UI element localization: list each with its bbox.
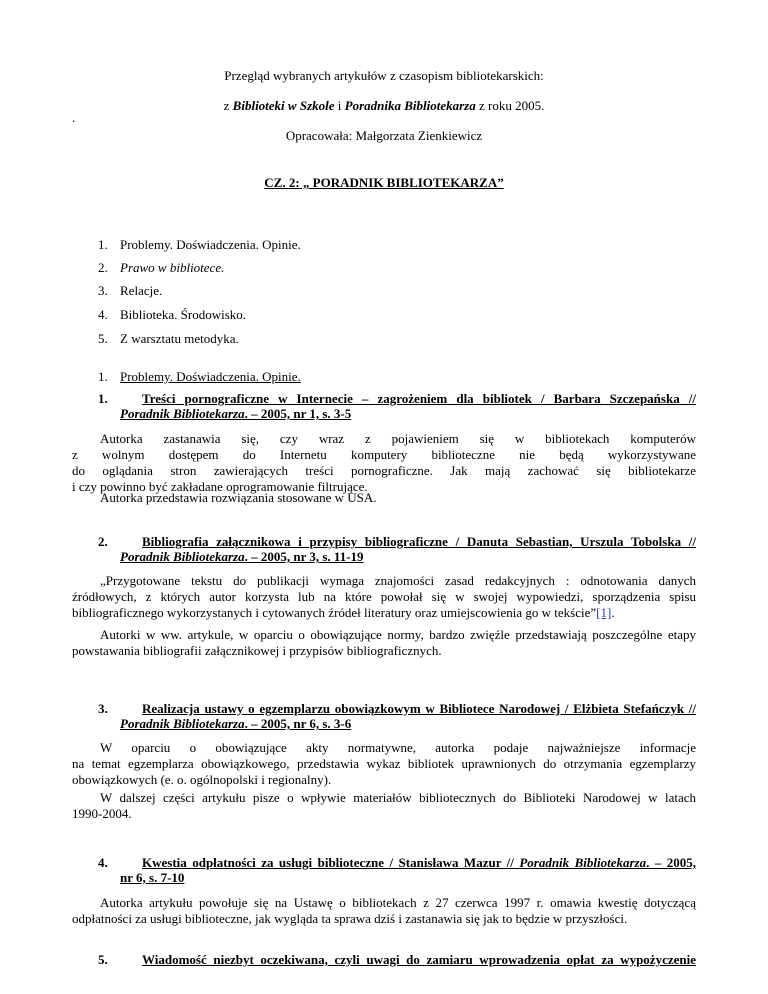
article-num: 1. xyxy=(98,391,108,406)
part-title: CZ. 2: „ PORADNIK BIBLIOTEKARZA” xyxy=(264,175,504,190)
magazine-title: Poradnik Bibliotekarza xyxy=(120,549,245,564)
article-num: 2. xyxy=(98,534,108,549)
article-source xyxy=(120,406,351,422)
abstract-line: do oglądania stron zawierających treści pornograficzne. Jak mają zachować się bibliotekarze xyxy=(72,463,696,478)
section-heading: Problemy. Doświadczenia. Opinie. xyxy=(120,369,301,384)
article-source xyxy=(120,716,351,732)
header-text: z xyxy=(223,98,233,113)
article-title: Realizacja ustawy o egzemplarzu obowiązkowym w Bibliotece Narodowej / Elżbieta Stefańczyk // xyxy=(142,701,696,716)
note-line: Autorki w ww. artykule, w oparciu o obowiązujące normy, bardzo zwięźle przedstawiają poszczególne etapy xyxy=(100,627,696,642)
toc-num: 5. xyxy=(98,331,108,346)
abstract-line: odpłatności za usługi biblioteczne, jak wygląda ta sprawa dziś i zastanawia się jak to będzie w przyszłości. xyxy=(72,911,628,926)
header-text: i xyxy=(334,98,345,113)
article-num: 4. xyxy=(98,855,108,870)
magazine-title: Poradnika Bibliotekarza xyxy=(344,98,476,113)
doc-header-line2 xyxy=(0,98,768,114)
article-num: 5. xyxy=(98,952,108,967)
source-details: . – 2005, nr 3, s. 11-19 xyxy=(244,549,364,564)
doc-author: Opracowała: Małgorzata Zienkiewicz xyxy=(285,128,483,143)
footnote-link[interactable]: [1] xyxy=(596,605,612,620)
article-title: Wiadomość niezbyt oczekiwana, czyli uwagi do zamiaru wprowadzenia opłat za wypożyczenie xyxy=(142,952,696,967)
toc-item: Z warsztatu metodyka. xyxy=(120,331,239,346)
abstract-line: Autorka artykułu powołuje się na Ustawę o bibliotekach z 27 czerwca 1997 r. omawia kwestię dotyczącą xyxy=(100,895,696,910)
abstract-line xyxy=(72,605,696,621)
article-note xyxy=(72,627,696,659)
abstract-line: na temat egzemplarza obowiązkowego, przedstawia wykaz bibliotek uprawnionych do otrzymania egzemplarzy xyxy=(72,756,696,771)
abstract-line: „Przygotowane tekstu do publikacji wymaga znajomości zasad redakcyjnych : odnotowania danych xyxy=(100,573,696,588)
note-line: W dalszej części artykułu pisze o wpływie materiałów bibliotecznych do Biblioteki Narodowej w latach xyxy=(100,790,696,805)
article-note xyxy=(72,790,696,822)
abstract-line: Autorka zastanawia się, czy wraz z pojawieniem się w bibliotekach komputerów xyxy=(100,431,696,446)
article-title: Bibliografia załącznikowa i przypisy bibliograficzne / Danuta Sebastian, Urszula Tobolska // xyxy=(142,534,696,549)
magazine-title: Poradnik Bibliotekarza xyxy=(519,855,647,870)
header-text: z roku 2005. xyxy=(475,98,545,113)
toc-item: Relacje. xyxy=(120,283,163,298)
toc-item: Prawo w bibliotece. xyxy=(120,260,225,275)
article-title: Treści pornograficzne w Internecie – zagrożeniem dla bibliotek / Barbara Szczepańska // xyxy=(142,391,696,406)
article-abstract xyxy=(72,895,696,927)
toc-num: 3. xyxy=(98,283,108,298)
doc-header-line1: Przegląd wybranych artykułów z czasopism bibliotekarskich: xyxy=(224,68,544,83)
article-note: Autorka przedstawia rozwiązania stosowane w USA. xyxy=(100,490,377,505)
toc-item: Problemy. Doświadczenia. Opinie. xyxy=(120,237,301,252)
source-details: . – 2005, xyxy=(646,855,696,870)
magazine-title: Poradnik Bibliotekarza xyxy=(120,716,245,731)
magazine-title: Biblioteki w Szkole xyxy=(232,98,335,113)
abstract-line: źródłowych, z których autor korzysta lub na które powołał się w swojej wypowiedzi, sporządzenia spisu xyxy=(72,589,696,604)
abstract-line: i czy powinno być zakładane oprogramowanie filtrujące. xyxy=(72,479,368,494)
source-details: . – 2005, nr 6, s. 3-6 xyxy=(244,716,352,731)
article-source: nr 6, s. 7-10 xyxy=(120,870,185,885)
toc-num: 2. xyxy=(98,260,108,275)
magazine-title: Poradnik Bibliotekarza xyxy=(120,406,245,421)
article-title xyxy=(142,855,696,871)
toc-num: 4. xyxy=(98,307,108,322)
title-text: Kwestia odpłatności za usługi biblioteczne / Stanisława Mazur // xyxy=(142,855,520,870)
abstract-text: . xyxy=(611,605,615,620)
abstract-line: W oparciu o obowiązujące akty normatywne, autorka podaje najważniejsze informacje xyxy=(100,740,696,755)
section-num: 1. xyxy=(98,369,108,384)
article-num: 3. xyxy=(98,701,108,716)
stray-dot: . xyxy=(72,110,76,125)
article-abstract xyxy=(72,740,696,788)
abstract-line: z wolnym dostępem do Internetu komputery biblioteczne nie będą wykorzystywane xyxy=(72,447,696,462)
abstract-text: bibliograficznego wykorzystanych i cytowanych źródeł literatury oraz umiejscowienia go w tekście” xyxy=(72,605,597,620)
article-source xyxy=(120,549,364,565)
toc-item: Biblioteka. Środowisko. xyxy=(120,307,247,322)
article-abstract xyxy=(72,573,696,621)
source-details: . – 2005, nr 1, s. 3-5 xyxy=(244,406,352,421)
note-line: powstawania bibliografii załącznikowej i przypisów bibliograficznych. xyxy=(72,643,442,658)
article-abstract xyxy=(72,431,696,495)
abstract-line: obowiązkowych (e. o. ogólnopolski i regionalny). xyxy=(72,772,332,787)
note-line: 1990-2004. xyxy=(72,806,132,821)
toc-num: 1. xyxy=(98,237,108,252)
